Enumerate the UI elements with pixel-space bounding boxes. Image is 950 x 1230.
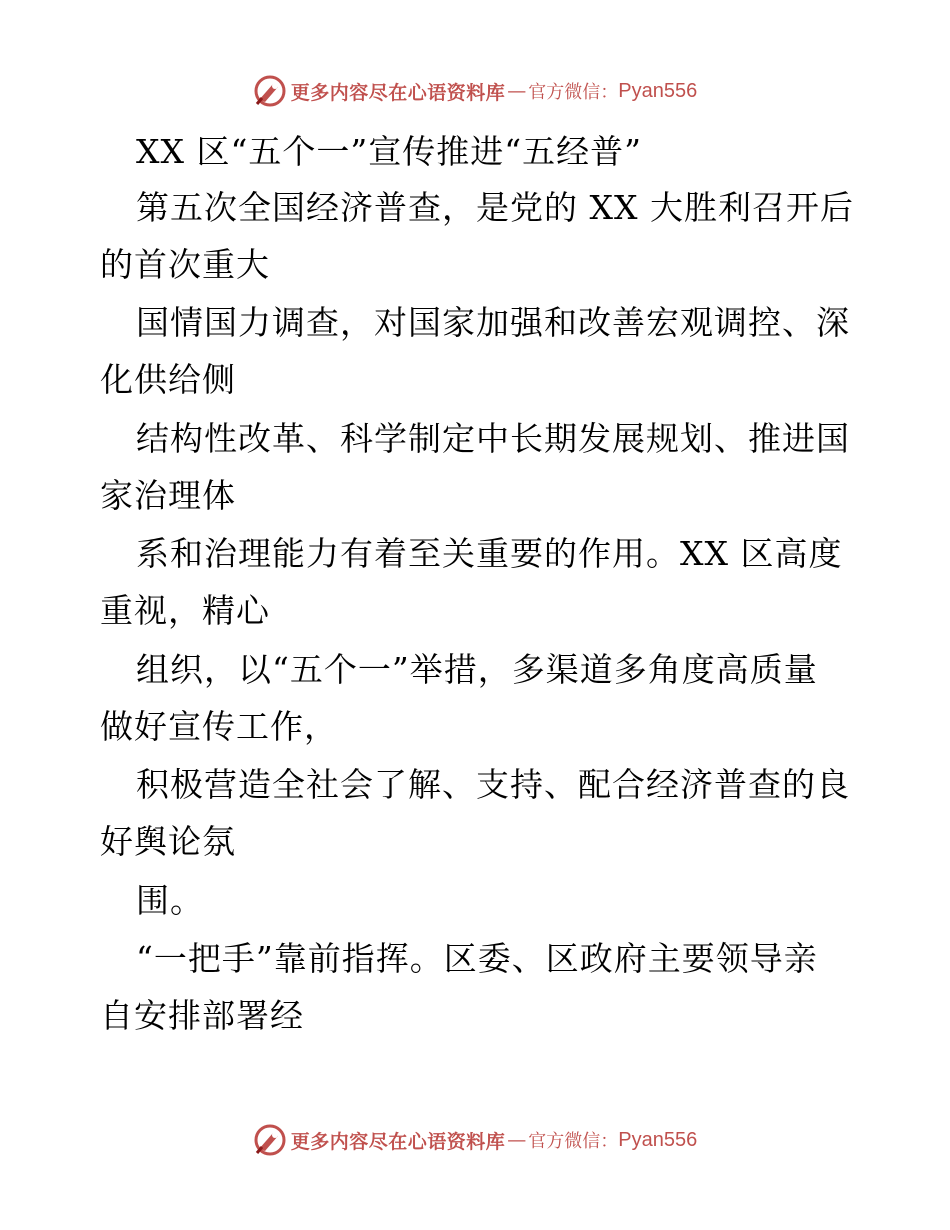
- paragraph-line: 重视，精心: [100, 591, 270, 630]
- paragraph-line: 系和治理能力有着至关重要的作用。XX 区高度: [136, 534, 843, 573]
- pen-nib-logo-icon: [253, 1123, 287, 1157]
- paragraph-line: 积极营造全社会了解、支持、配合经济普查的良: [136, 765, 850, 804]
- paragraph-line: 国情国力调查，对国家加强和改善宏观调控、深: [136, 303, 850, 342]
- paragraph-line: 的首次重大: [100, 245, 270, 284]
- paragraph-line: 做好宣传工作，: [100, 707, 338, 746]
- paragraph-line: 家治理体: [100, 476, 236, 515]
- paragraph-line: 结构性改革、科学制定中长期发展规划、推进国: [136, 419, 850, 458]
- footer-banner: [0, 1120, 950, 1160]
- paragraph-line: 第五次全国经济普查，是党的 XX 大胜利召开后: [136, 188, 854, 227]
- paragraph-line: 好舆论氛: [100, 822, 236, 861]
- banner-wechat-id: Pyan556: [618, 1128, 698, 1151]
- banner-wechat-label: 官方微信：: [528, 82, 619, 103]
- banner-wechat-label: 官方微信：: [528, 1131, 619, 1152]
- paragraph-line: 围。: [136, 881, 204, 920]
- paragraph-line: 化供给侧: [100, 360, 236, 399]
- banner-dash: —: [507, 1129, 527, 1151]
- banner-site-text: 更多内容尽在心语资料库: [290, 81, 506, 104]
- paragraph-line: “一把手”靠前指挥。区委、区政府主要领导亲: [136, 939, 818, 978]
- paragraph-line: 组织，以“五个一”举措，多渠道多角度高质量: [136, 650, 818, 689]
- document-title: XX 区“五个一”宣传推进“五经普”: [136, 132, 642, 171]
- banner-wechat-id: Pyan556: [618, 79, 698, 102]
- banner-site-text: 更多内容尽在心语资料库: [290, 1130, 506, 1153]
- paragraph-line: 自安排部署经: [100, 996, 304, 1035]
- banner-dash: —: [507, 80, 527, 102]
